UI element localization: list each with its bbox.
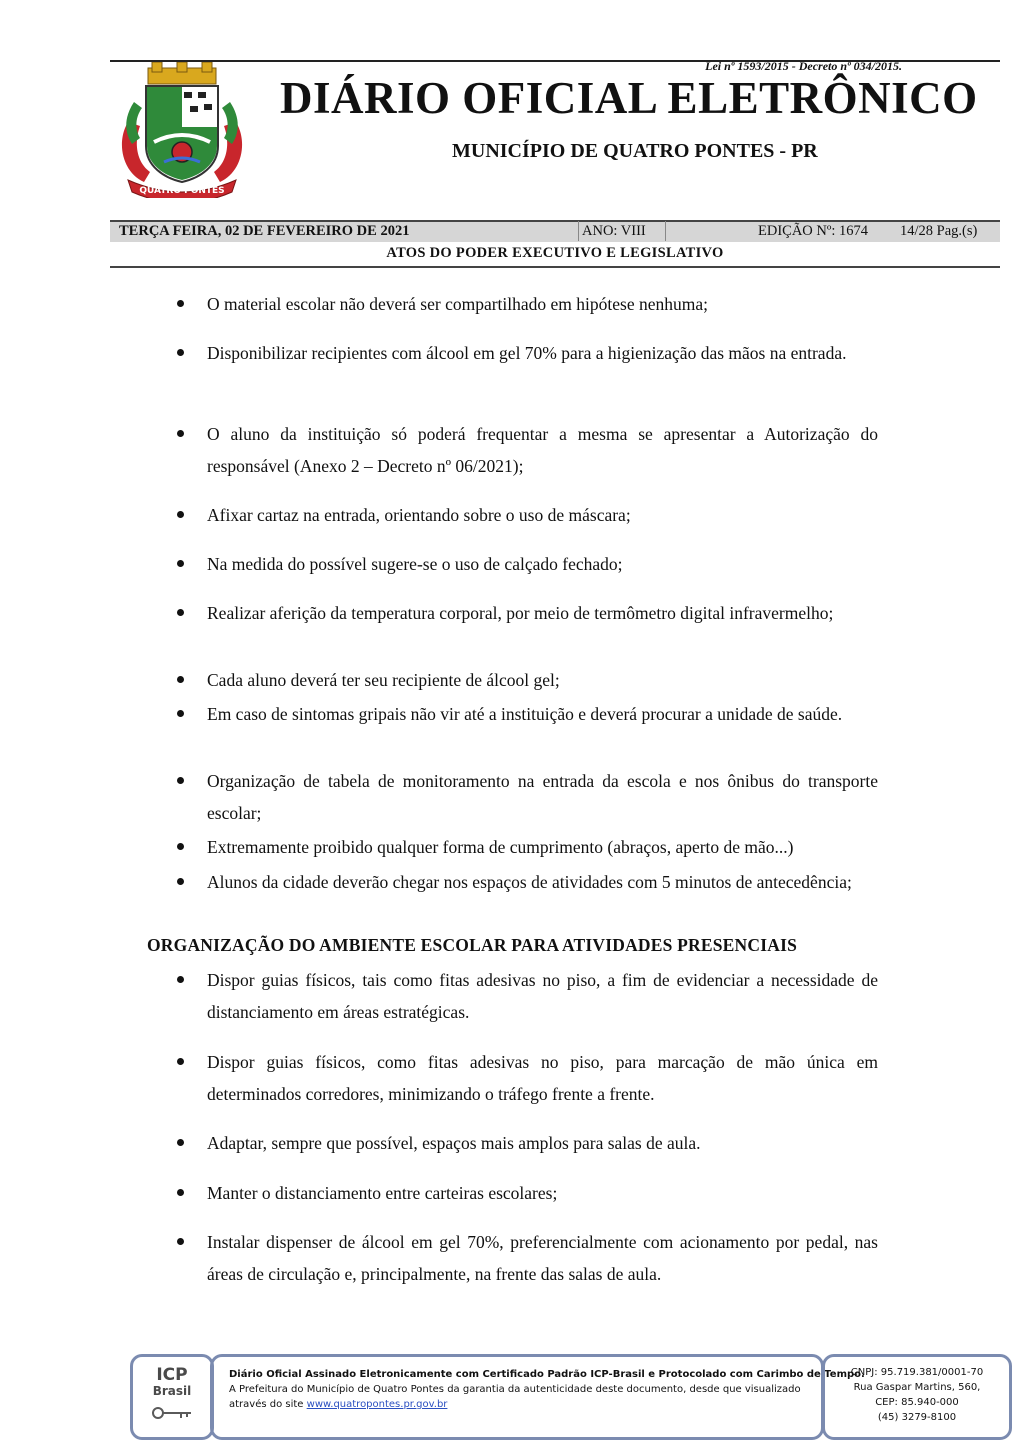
list-item: Afixar cartaz na entrada, orientando sobre o uso de máscara; <box>207 499 878 531</box>
list-item: O aluno da instituição só poderá frequentar a mesma se apresentar a Autorização do responsável (Anexo 2 – Decreto nº 06/2021); <box>207 418 878 482</box>
list-item: Instalar dispenser de álcool em gel 70%, preferencialmente com acionamento por pedal, nas áreas de circulação e, principalmente, na frente das salas de aula. <box>207 1226 878 1290</box>
bullet-icon <box>177 843 184 850</box>
bullet-icon <box>177 878 184 885</box>
edition-year: ANO: VIII <box>582 223 646 239</box>
bullet-icon <box>177 1139 184 1146</box>
law-reference: Lei nº 1593/2015 - Decreto nº 034/2015. <box>705 59 902 73</box>
municipal-crest-icon <box>114 62 250 198</box>
list-item: Em caso de sintomas gripais não vir até a instituição e deverá procurar a unidade de saúde. <box>207 698 878 730</box>
list-item: Organização de tabela de monitoramento na entrada da escola e nos ônibus do transporte escolar; <box>207 765 878 829</box>
list-item: Dispor guias físicos, como fitas adesivas no piso, para marcação de mão única em determinados corredores, minimizando o tráfego frente a frente. <box>207 1046 878 1110</box>
signature-notice <box>210 1354 865 1440</box>
list-item: Alunos da cidade deverão chegar nos espaços de atividades com 5 minutos de antecedência; <box>207 866 878 898</box>
list-item: Cada aluno deverá ter seu recipiente de álcool gel; <box>207 664 878 696</box>
bullet-icon <box>177 976 184 983</box>
icp-logo-subtext: Brasil <box>152 1384 192 1398</box>
contact-box <box>822 1354 1012 1440</box>
authenticity-line: A Prefeitura do Município de Quatro Pontes da garantia da autenticidade deste documento, desde que visualizado <box>229 1384 801 1395</box>
list-item: Na medida do possível sugere-se o uso de calçado fechado; <box>207 548 878 580</box>
newspaper-title: DIÁRIO OFICIAL ELETRÔNICO <box>280 73 978 123</box>
address: Rua Gaspar Martins, 560, <box>853 1382 981 1393</box>
bullet-icon <box>177 1058 184 1065</box>
icp-logo-text: ICP <box>156 1365 188 1385</box>
phone: (45) 3279-8100 <box>877 1412 957 1423</box>
cep: CEP: 85.940-000 <box>875 1397 959 1408</box>
bullet-icon <box>177 560 184 567</box>
municipality-name: MUNICÍPIO DE QUATRO PONTES - PR <box>452 140 818 162</box>
list-item: O material escolar não deverá ser compartilhado em hipótese nenhuma; <box>207 288 878 320</box>
section-rule <box>110 266 1000 268</box>
site-link[interactable]: www.quatropontes.pr.gov.br <box>306 1399 448 1410</box>
site-line: através do site www.quatropontes.pr.gov.br <box>229 1399 448 1410</box>
edition-info-bar <box>110 220 1000 242</box>
bullet-icon <box>177 1189 184 1196</box>
icp-brasil-logo <box>130 1354 214 1440</box>
bullet-icon <box>177 676 184 683</box>
signature-line: Diário Oficial Assinado Eletronicamente com Certificado Padrão ICP-Brasil e Protocolado com Carimbo de Tempo. <box>229 1369 865 1380</box>
list-item: Dispor guias físicos, tais como fitas adesivas no piso, a fim de evidenciar a necessidade de distanciamento em áreas estratégicas. <box>207 964 878 1028</box>
edition-date: TERÇA FEIRA, 02 DE FEVEREIRO DE 2021 <box>119 223 410 239</box>
bullet-icon <box>177 710 184 717</box>
edition-number: EDIÇÃO Nº: 1674 <box>758 223 869 239</box>
bullet-icon <box>177 609 184 616</box>
bullet-icon <box>177 777 184 784</box>
list-item: Realizar aferição da temperatura corporal, por meio de termômetro digital infravermelho; <box>207 597 878 629</box>
subsection-heading: ORGANIZAÇÃO DO AMBIENTE ESCOLAR PARA ATIVIDADES PRESENCIAIS <box>147 935 798 955</box>
list-item: Manter o distanciamento entre carteiras escolares; <box>207 1177 878 1209</box>
page-count: 14/28 Pag.(s) <box>900 223 978 239</box>
bullet-icon <box>177 300 184 307</box>
bullet-icon <box>177 511 184 518</box>
bullet-icon <box>177 349 184 356</box>
list-item: Disponibilizar recipientes com álcool em gel 70% para a higienização das mãos na entrada. <box>207 337 878 369</box>
cnpj: CNPJ: 95.719.381/0001-70 <box>850 1367 984 1378</box>
section-title: ATOS DO PODER EXECUTIVO E LEGISLATIVO <box>386 245 724 261</box>
bullet-icon <box>177 1238 184 1245</box>
crest-banner-text: QUATRO PONTES <box>139 186 225 196</box>
key-icon <box>151 1405 193 1421</box>
bullet-icon <box>177 430 184 437</box>
list-item: Extremamente proibido qualquer forma de cumprimento (abraços, aperto de mão...) <box>207 831 878 863</box>
list-item: Adaptar, sempre que possível, espaços mais amplos para salas de aula. <box>207 1127 878 1159</box>
